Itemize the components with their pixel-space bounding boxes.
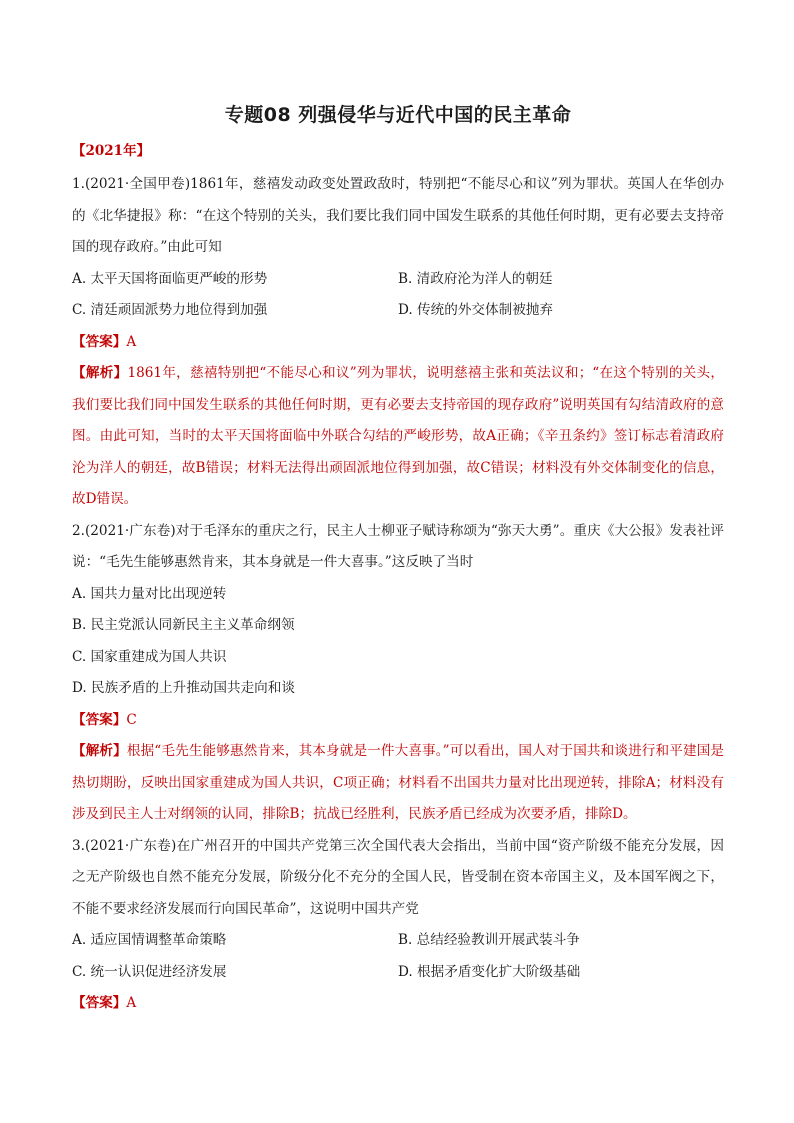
q3-option-d: D. 根据矛盾变化扩大阶级基础 — [398, 963, 581, 980]
q2-option-d: D. 民族矛盾的上升推动国共走向和谈 — [72, 680, 295, 696]
document-page — [72, 100, 724, 1020]
q2-analysis-text: 根据“毛先生能够惠然肯来，其本身就是一件大喜事。”可以看出，国人对于国共和谈进行和平建国是热切期盼，反映出国家重建成为国人共识，C项正确；材料看不出国共力量对比出现逆转，排除A；材料没有涉及到民主人士对纲领的认同，排除B；抗战已经胜利，民族矛盾已经成为次要矛盾，排除D。 — [72, 743, 724, 822]
q1-options — [72, 264, 724, 327]
q3-answer — [72, 988, 724, 1020]
q1-stem: 1.(2021·全国甲卷)1861年，慈禧发动政变处置政敌时，特别把“不能尽心和议”列为罪状。英国人在华创办的《北华捷报》称：“在这个特别的关头，我们要比我们同中国发生联系的其他任何时期，更有必要去支持帝国的现存政府。”由此可知 — [72, 176, 724, 255]
q3-answer-label: 【答案】 — [72, 995, 127, 1011]
q2-option-c: C. 国家重建成为国人共识 — [72, 648, 227, 665]
q1-analysis-label: 【解析】 — [72, 365, 128, 381]
q1-analysis-text: 1861年，慈禧特别把“不能尽心和议”列为罪状，说明慈禧主张和英法议和；“在这个特别的关头，我们要比我们同中国发生联系的其他任何时期，更有必要去支持帝国的现存政府”说明英国有勾结清政府的意图。由此可知，当时的太平天国将面临中外联合勾结的严峻形势，故A正确；《辛丑条约》签订标志着清政府沦为洋人的朝廷，故B错误；材料无法得出顽固派地位得到加强，故C错误；材料没有外交体制变化的信息，故D错误。 — [72, 365, 724, 507]
q3-option-a: A. 适应国情调整革命策略 — [72, 932, 227, 948]
q1-answer — [72, 327, 724, 359]
document-title: 专题08 列强侵华与近代中国的民主革命 — [224, 104, 572, 126]
q3-answer-value: A — [126, 995, 137, 1011]
q1-option-a: A. 太平天国将面临更严峻的形势 — [72, 270, 268, 287]
q3-option-c: C. 统一认识促进经济发展 — [72, 963, 227, 980]
q2-analysis-label: 【解析】 — [72, 743, 127, 759]
q3-option-b: B. 总结经验教训开展武装斗争 — [398, 932, 580, 948]
q2-answer-value: C — [126, 711, 137, 728]
section-heading-2021: 【2021年】 — [72, 143, 151, 159]
q2-answer — [72, 705, 724, 737]
q1-answer-value: A — [126, 333, 137, 350]
q2-answer-label: 【答案】 — [72, 711, 127, 728]
q1-option-b: B. 清政府沦为洋人的朝廷 — [398, 270, 553, 287]
q3-options — [72, 925, 724, 988]
q2-option-a: A. 国共力量对比出现逆转 — [72, 585, 227, 602]
q2-stem: 2.(2021·广东卷)对于毛泽东的重庆之行，民主人士柳亚子赋诗称颂为“弥天大勇”。重庆《大公报》发表社评说：“毛先生能够惠然肯来，其本身就是一件大喜事。”这反映了当时 — [72, 522, 724, 570]
q2-analysis — [72, 736, 724, 831]
q1-option-d: D. 传统的外交体制被抛弃 — [398, 302, 553, 318]
q1-answer-label: 【答案】 — [72, 333, 127, 350]
q2-option-b: B. 民主党派认同新民主主义革命纲领 — [72, 617, 295, 633]
q1-option-c: C. 清廷顽固派势力地位得到加强 — [72, 302, 268, 318]
q3-stem: 3.(2021·广东卷)在广州召开的中国共产党第三次全国代表大会指出，当前中国“资产阶级不能充分发展，因之无产阶级也自然不能充分发展，阶级分化不充分的全国人民，皆受制在资本帝国主义，及本国军阀之下，不能不要求经济发展而行向国民革命”，这说明中国共产党 — [72, 837, 724, 917]
q1-analysis — [72, 358, 724, 516]
